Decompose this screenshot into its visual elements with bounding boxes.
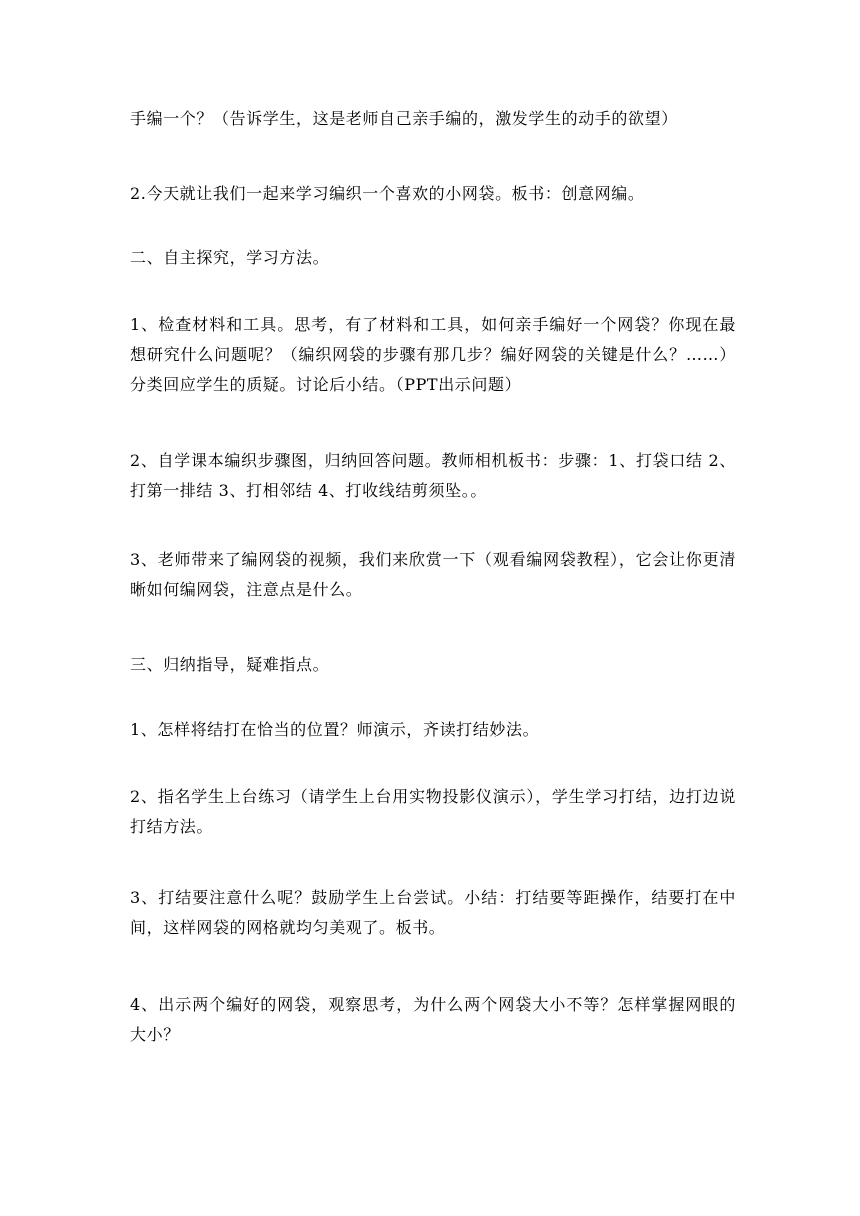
paragraph-step-1-materials: 1、检查材料和工具。思考，有了材料和工具，如何亲手编好一个网袋？你现在最想研究什么问题呢？（编织网袋的步骤有那几步？编好网袋的关键是什么？……）分类回应学生的质疑。讨论后小结。（PPT出示问题） <box>130 315 736 394</box>
paragraph-knot-notes: 3、打结要注意什么呢？鼓励学生上台尝试。小结：打结要等距操作，结要打在中间，这样网袋的网格就均匀美观了。板书。 <box>130 888 736 937</box>
section-heading-2: 二、自主探究，学习方法。 <box>130 248 330 267</box>
paragraph-intro-continued: 手编一个？（告诉学生，这是老师自己亲手编的，激发学生的动手的欲望） <box>130 109 678 128</box>
paragraph-step-2-self-study: 2、自学课本编织步骤图，归纳回答问题。教师相机板书：步骤：1、打袋口结 2、打第一排结 3、打相邻结 4、打收线结剪须坠。。 <box>130 451 736 500</box>
paragraph-student-practice: 2、指名学生上台练习（请学生上台用实物投影仪演示），学生学习打结，边打边说打结方法。 <box>130 787 736 836</box>
paragraph-step-3-video: 3、老师带来了编网袋的视频，我们来欣赏一下（观看编网袋教程），它会让你更清晰如何编网袋，注意点是什么。 <box>130 550 736 599</box>
section-heading-3: 三、归纳指导，疑难指点。 <box>130 655 330 674</box>
paragraph-today-topic: 2.今天就让我们一起来学习编织一个喜欢的小网袋。板书：创意网编。 <box>130 184 645 203</box>
paragraph-knot-position: 1、怎样将结打在恰当的位置？师演示，齐读打结妙法。 <box>130 720 540 739</box>
paragraph-net-size: 4、出示两个编好的网袋，观察思考，为什么两个网袋大小不等？怎样掌握网眼的大小？ <box>130 995 736 1044</box>
